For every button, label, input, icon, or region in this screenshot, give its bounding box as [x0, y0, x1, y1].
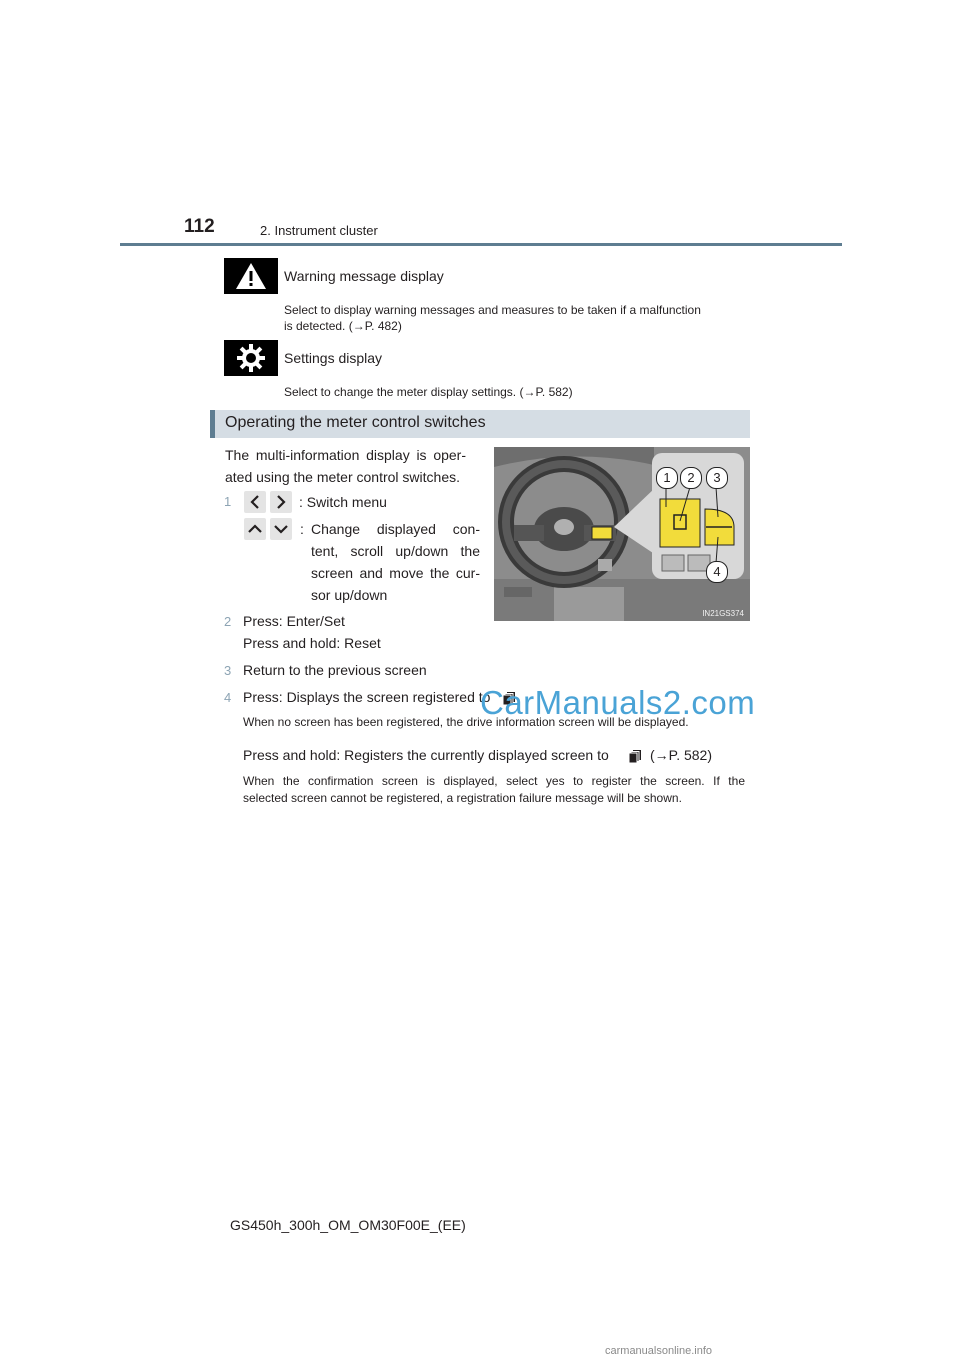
confirmation-note-1: When the confirmation screen is displayed, select yes to register the screen. If the: [243, 774, 745, 788]
press-displays-text: Press: Displays the screen registered to: [243, 689, 491, 705]
reset-text: Press and hold: Reset: [243, 635, 381, 651]
chevron-right-icon: [270, 491, 292, 513]
hold-register-text: Press and hold: Registers the currently displayed screen to: [243, 747, 609, 763]
chapter-title: 2. Instrument cluster: [260, 223, 378, 238]
warning-display-title: Warning message display: [284, 268, 444, 284]
intro-line-2: ated using the meter control switches.: [225, 469, 461, 485]
chevron-down-icon: [270, 518, 292, 540]
diagram-code: IN21GS374: [702, 609, 744, 618]
diagram-callout-1: 1: [656, 467, 678, 489]
change-content-line-1: Change displayed con-: [311, 521, 480, 537]
footer-code: GS450h_300h_OM_OM30F00E_(EE): [230, 1217, 466, 1233]
steering-wheel-diagram: [494, 447, 750, 621]
switch-menu-text: : Switch menu: [299, 494, 387, 510]
header-divider: [120, 243, 842, 246]
diagram-callout-3: 3: [706, 467, 728, 489]
return-text: Return to the previous screen: [243, 662, 427, 678]
chevron-left-icon: [244, 491, 266, 513]
section-header: [210, 410, 750, 438]
page-number: 112: [184, 216, 215, 237]
settings-display-desc: Select to change the meter display settings. (→P. 582): [284, 385, 573, 399]
page-reference: (→P. 582): [650, 747, 712, 763]
change-content-line-2: tent, scroll up/down the: [311, 543, 480, 559]
warning-display-desc-2: is detected. (→P. 482): [284, 319, 402, 333]
diagram-callout-4: 4: [706, 561, 728, 583]
no-screen-note: When no screen has been registered, the drive information screen will be displayed.: [243, 715, 689, 729]
chevron-up-icon: [244, 518, 266, 540]
list-number-4: 4: [224, 690, 232, 705]
list-number-3: 3: [224, 663, 232, 678]
watermark: CarManuals2.com: [480, 684, 756, 721]
gear-icon: [224, 340, 278, 376]
diagram-callout-2: 2: [680, 467, 702, 489]
list-number-1: 1: [224, 494, 232, 509]
screen-stack-icon: [628, 749, 642, 768]
settings-display-title: Settings display: [284, 350, 383, 366]
section-title: Operating the meter control switches: [225, 414, 486, 431]
list-number-2: 2: [224, 614, 232, 629]
intro-line-1: The multi-information display is oper-: [225, 447, 466, 463]
change-content-colon: :: [300, 521, 304, 537]
warning-triangle-icon: [224, 258, 278, 294]
change-content-line-3: screen and move the cur-: [311, 565, 480, 581]
bottom-watermark: carmanualsonline.info: [605, 1345, 713, 1357]
confirmation-note-2: selected screen cannot be registered, a registration failure message will be shown.: [243, 791, 682, 805]
enter-set-text: Press: Enter/Set: [243, 613, 345, 629]
change-content-line-4: sor up/down: [311, 587, 388, 603]
warning-display-desc-1: Select to display warning messages and measures to be taken if a malfunction: [284, 303, 701, 317]
